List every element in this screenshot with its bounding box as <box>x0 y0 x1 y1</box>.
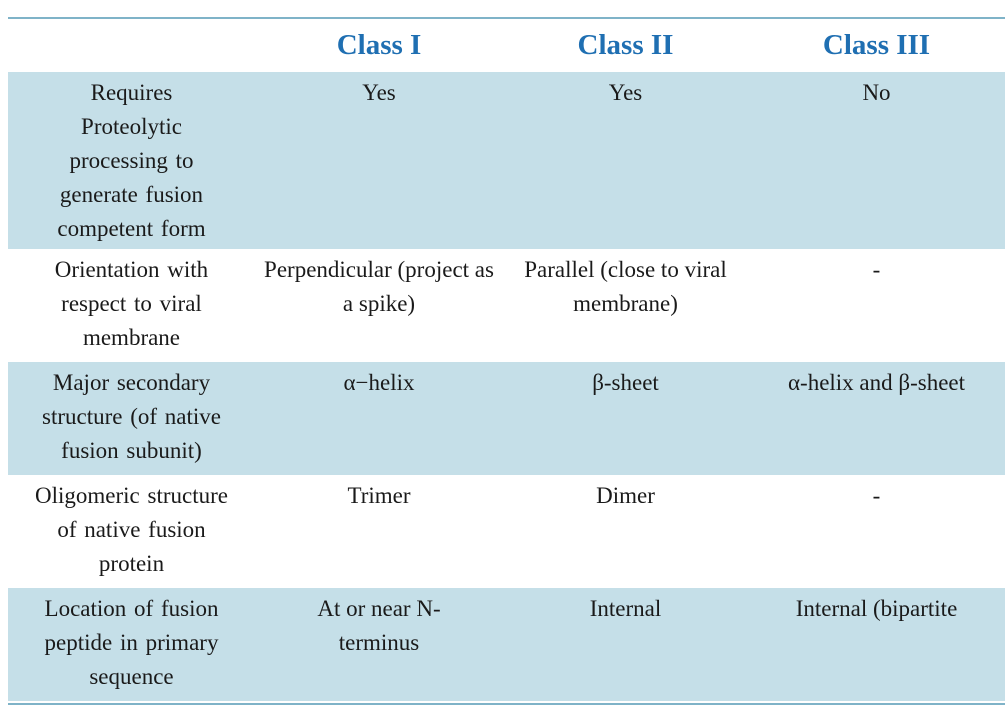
table-row <box>8 588 1005 701</box>
row-label-text: Orientation with respect to viral membrane <box>54 257 209 350</box>
table-row <box>8 249 1005 362</box>
cell-text: α-helix and β-sheet <box>787 370 966 395</box>
cell-text: Yes <box>608 80 643 105</box>
header-row <box>8 19 1005 72</box>
cell-text: Yes <box>362 80 396 105</box>
table-row <box>8 362 1005 475</box>
bottom-rule <box>8 703 1005 705</box>
header-class-3: Class III <box>748 19 1005 72</box>
cell-class-3 <box>748 475 1005 588</box>
header-blank-cell <box>8 19 255 72</box>
cell-class-2 <box>503 72 748 249</box>
row-label-text: Location of fusion peptide in primary sequence <box>44 596 219 689</box>
cell-text: No <box>862 80 891 105</box>
cell-class-3 <box>748 362 1005 475</box>
row-label-text: Major secondary structure (of native fusion subunit) <box>42 370 221 463</box>
cell-text: Parallel (close to viral membrane) <box>524 257 727 316</box>
cell-class-3 <box>748 249 1005 362</box>
row-label-text: Requires Proteolytic processing to generate fusion competent form <box>57 80 206 241</box>
cell-class-1 <box>255 588 503 701</box>
row-label <box>8 588 255 701</box>
cell-class-2 <box>503 588 748 701</box>
cell-class-1 <box>255 475 503 588</box>
cell-class-1 <box>255 249 503 362</box>
cell-text: Dimer <box>596 483 655 508</box>
table-row <box>8 475 1005 588</box>
cell-class-3 <box>748 588 1005 701</box>
fusion-protein-class-table <box>8 19 1005 701</box>
row-label <box>8 362 255 475</box>
row-label-text: Oligomeric structure of native fusion protein <box>35 483 228 576</box>
table-row <box>8 72 1005 249</box>
cell-text: Perpendicular (project as a spike) <box>264 257 494 316</box>
cell-class-3 <box>748 72 1005 249</box>
cell-text: Internal <box>589 596 662 621</box>
row-label <box>8 475 255 588</box>
cell-class-1 <box>255 72 503 249</box>
cell-text: β-sheet <box>592 370 659 395</box>
cell-text: At or near N-terminus <box>317 596 441 655</box>
header-class-2: Class II <box>503 19 748 72</box>
cell-text: Internal (bipartite <box>795 596 958 621</box>
cell-class-2 <box>503 475 748 588</box>
cell-text: - <box>872 483 881 508</box>
cell-text: - <box>872 257 881 282</box>
cell-class-1 <box>255 362 503 475</box>
cell-class-2 <box>503 362 748 475</box>
header-class-1: Class I <box>255 19 503 72</box>
cell-text: α−helix <box>343 370 415 395</box>
row-label <box>8 72 255 249</box>
cell-text: Trimer <box>347 483 411 508</box>
cell-class-2 <box>503 249 748 362</box>
row-label <box>8 249 255 362</box>
